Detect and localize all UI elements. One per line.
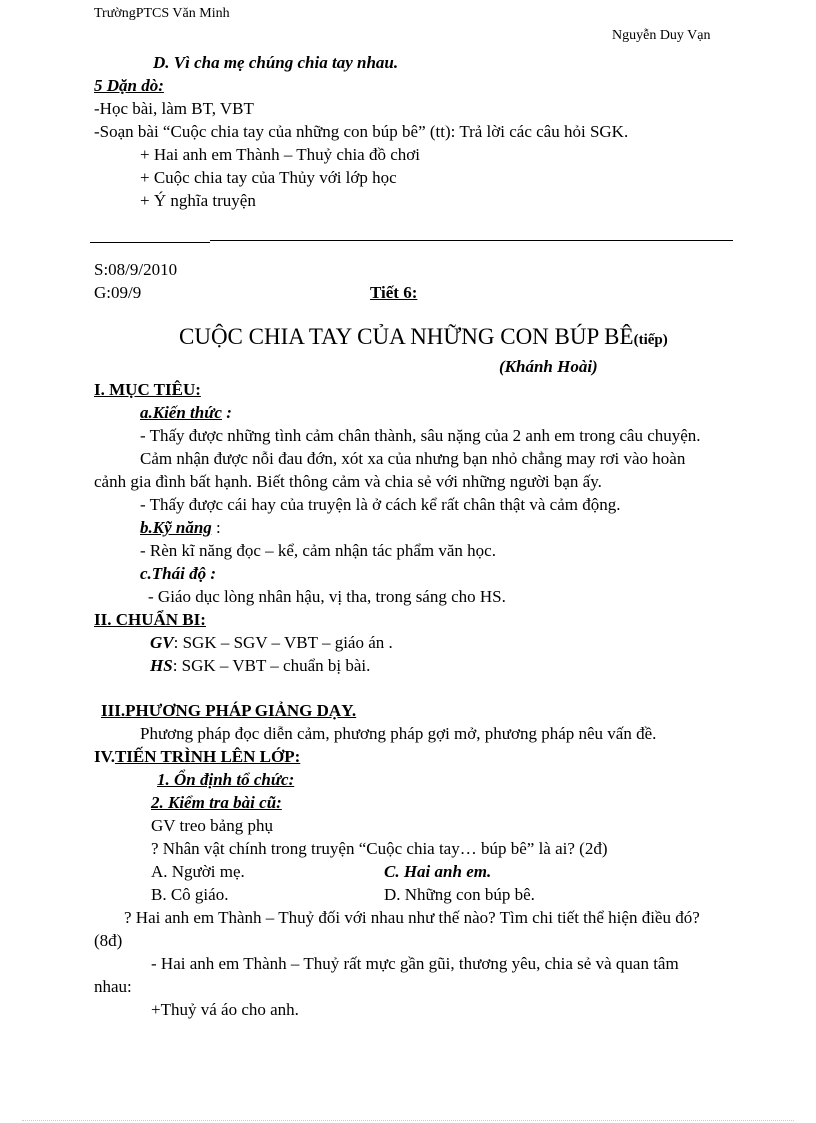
homework-subitem: + Cuộc chia tay của Thủy với lớp học bbox=[140, 168, 397, 187]
option-c: C. Hai anh em. bbox=[384, 862, 492, 881]
divider-short bbox=[90, 242, 210, 243]
step1: 1. Ổn định tổ chức: bbox=[157, 770, 295, 789]
lesson-title bbox=[179, 324, 668, 350]
hs-label: HS bbox=[150, 656, 173, 675]
procedure-heading-prefix: IV. bbox=[94, 747, 115, 766]
skills-line: - Rèn kĩ năng đọc – kể, cảm nhận tác phẩm văn học. bbox=[140, 541, 496, 560]
skills-heading-row bbox=[140, 518, 221, 538]
objectives-heading: I. MỤC TIÊU: bbox=[94, 380, 201, 399]
homework-item: -Học bài, làm BT, VBT bbox=[94, 99, 254, 118]
lesson-author: (Khánh Hoài) bbox=[499, 357, 598, 376]
teacher-name: Nguyễn Duy Vạn bbox=[612, 28, 711, 43]
step2: 2. Kiểm tra bài cũ: bbox=[151, 793, 282, 812]
gv-text: : SGK – SGV – VBT – giáo án . bbox=[173, 633, 393, 652]
period: Tiết 6: bbox=[370, 283, 418, 302]
preparation-heading: II. CHUẨN BI: bbox=[94, 610, 206, 629]
answer-detail: +Thuỷ vá áo cho anh. bbox=[151, 1000, 299, 1019]
skills-colon: : bbox=[211, 518, 221, 537]
board-note: GV treo bảng phụ bbox=[151, 816, 273, 835]
gv-label: GV bbox=[150, 633, 174, 652]
knowledge-heading-row bbox=[140, 403, 232, 423]
method-text: Phương pháp đọc diễn cảm, phương pháp gợi mở, phương pháp nêu vấn đề. bbox=[140, 724, 657, 743]
question-2-points: (8đ) bbox=[94, 931, 123, 950]
knowledge-line: - Thấy được những tình cảm chân thành, sâu nặng của 2 anh em trong câu chuyện. bbox=[140, 426, 701, 445]
homework-subitem: + Hai anh em Thành – Thuỷ chia đồ chơi bbox=[140, 145, 420, 164]
knowledge-line: Cảm nhận được nỗi đau đớn, xót xa của nhưng bạn nhỏ chẳng may rơi vào hoàn bbox=[140, 449, 686, 468]
school-name: TrườngPTCS Văn Minh bbox=[94, 6, 230, 21]
question-2: ? Hai anh em Thành – Thuỷ đối với nhau như thế nào? Tìm chi tiết thể hiện điều đó? bbox=[124, 908, 700, 927]
knowledge-line: - Thấy được cái hay của truyện là ở cách kể rất chân thật và cảm động. bbox=[140, 495, 621, 514]
preparation-hs bbox=[150, 656, 370, 676]
option-d: D. Những con búp bê. bbox=[384, 885, 535, 904]
attitude-heading: c.Thái độ : bbox=[140, 564, 217, 583]
homework-item: -Soạn bài “Cuộc chia tay của những con búp bê” (tt): Trả lời các câu hỏi SGK. bbox=[94, 122, 629, 141]
option-a: A. Người mẹ. bbox=[151, 862, 245, 881]
method-heading: III.PHƯƠNG PHÁP GIẢNG DẠY. bbox=[101, 701, 357, 720]
page-edge bbox=[22, 1120, 794, 1121]
homework-heading: 5 Dặn dò: bbox=[94, 76, 164, 95]
lesson-title-suffix: (tiếp) bbox=[633, 332, 668, 348]
date-s: S:08/9/2010 bbox=[94, 260, 178, 279]
answer-line: nhau: bbox=[94, 977, 132, 996]
divider-long bbox=[210, 240, 733, 241]
procedure-heading-row bbox=[94, 747, 300, 767]
knowledge-heading: a.Kiến thức bbox=[140, 403, 222, 422]
answer-d: D. Vì cha mẹ chúng chia tay nhau. bbox=[153, 53, 399, 72]
question-1: ? Nhân vật chính trong truyện “Cuộc chia tay… búp bê” là ai? (2đ) bbox=[151, 839, 608, 858]
lesson-title-text: CUỘC CHIA TAY CỦA NHỮNG CON BÚP BÊ bbox=[179, 324, 634, 349]
date-g: G:09/9 bbox=[94, 283, 142, 302]
option-b: B. Cô giáo. bbox=[151, 885, 229, 904]
knowledge-line: cảnh gia đình bất hạnh. Biết thông cảm và chia sẻ với những người bạn ấy. bbox=[94, 472, 602, 491]
attitude-line: - Giáo dục lòng nhân hậu, vị tha, trong sáng cho HS. bbox=[148, 587, 506, 606]
skills-heading: b.Kỹ năng bbox=[140, 518, 212, 537]
knowledge-colon: : bbox=[221, 403, 232, 422]
homework-subitem: + Ý nghĩa truyện bbox=[140, 191, 256, 210]
preparation-gv bbox=[150, 633, 393, 653]
procedure-heading: TIẾN TRÌNH LÊN LỚP: bbox=[114, 747, 301, 766]
hs-text: : SGK – VBT – chuẩn bị bài. bbox=[172, 656, 371, 675]
answer-line: - Hai anh em Thành – Thuỷ rất mực gần gũi, thương yêu, chia sẻ và quan tâm bbox=[151, 954, 679, 973]
